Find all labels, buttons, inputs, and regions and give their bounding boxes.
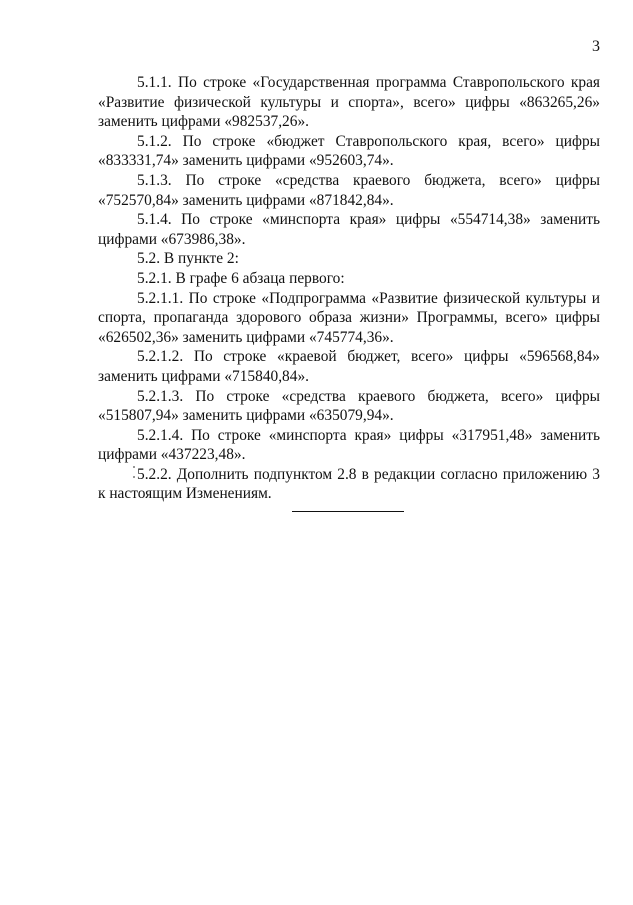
end-separator-line [292,511,404,512]
paragraph-5-1-4: 5.1.4. По строке «минспорта края» цифры «554714,38» заменить цифрами «673986,38». [98,211,600,248]
paragraph-5-2: 5.2. В пункте 2: [137,250,239,268]
paragraph-5-1-2: 5.1.2. По строке «бюджет Ставропольского края, всего» цифры «833331,74» заменить цифрами «952603,74». [98,132,600,170]
paragraph-5-2-1-2: 5.2.1.2. По строке «краевой бюджет, всего» цифры «596568,84» заменить цифрами «715840,84». [98,348,600,385]
paragraph-5-2-1-4: 5.2.1.4. По строке «минспорта края» цифры «317951,48» заменить цифрами «437223,48». [98,426,600,464]
paragraph-5-2-1: 5.2.1. В графе 6 абзаца первого: [137,269,345,287]
scan-speck [133,476,135,478]
paragraph-5-2-1-3: 5.2.1.3. По строке «средства краевого бюджета, всего» цифры «515807,94» заменить цифрами «635079,94». [98,387,600,425]
paragraph-5-2-2: 5.2.2. Дополнить подпунктом 2.8 в редакции согласно приложению 3 к настоящим Изменениям. [98,465,600,503]
paragraph-5-2-1-1: 5.2.1.1. По строке «Подпрограмма «Развитие физической культуры и спорта, пропаганда здорового образа жизни» Программы, всего» цифры «626502,36» заменить цифрами «745774,36». [98,289,600,346]
paragraph-5-1-1: 5.1.1. По строке «Государственная программа Ставропольского края «Развитие физической культуры и спорта», всего» цифры «863265,26» заменить цифрами «982537,26». [98,74,600,131]
scan-speck [133,466,135,468]
paragraph-5-1-3: 5.1.3. По строке «средства краевого бюджета, всего» цифры «752570,84» заменить цифрами «871842,84». [98,171,600,209]
document-body [98,73,600,504]
page-number: 3 [592,38,600,55]
